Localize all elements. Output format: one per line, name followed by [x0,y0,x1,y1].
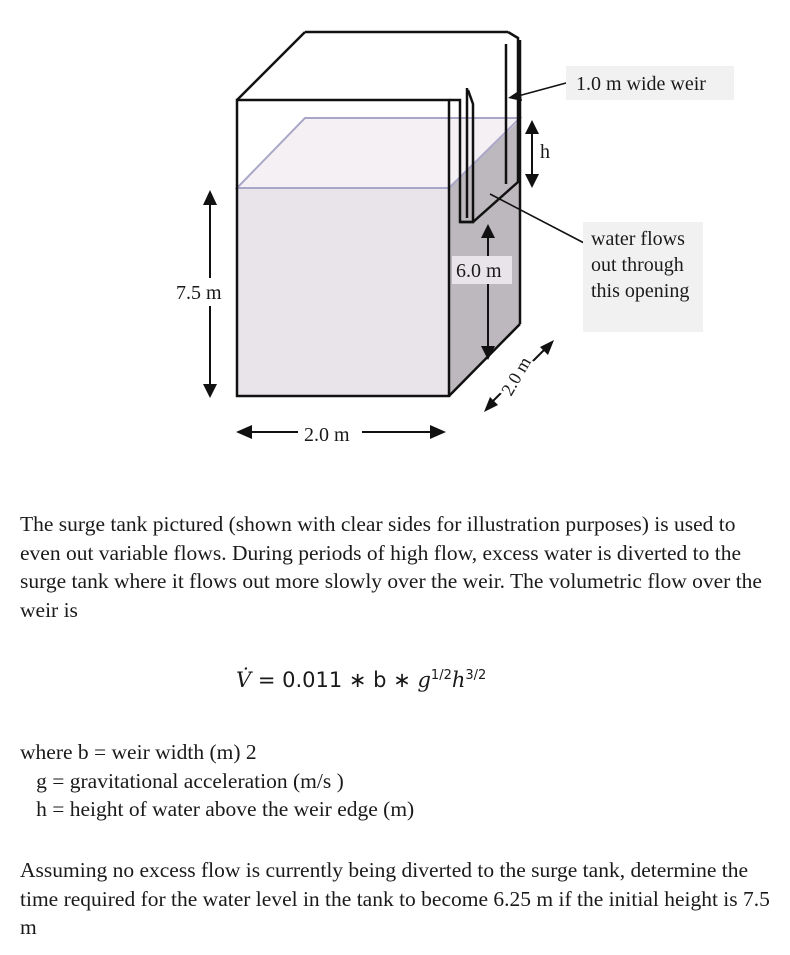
equation-rhs: = 0.011 ∗ b ∗ [251,668,418,692]
weir-callout: 1.0 m wide weir [566,66,734,100]
tank-height-label: 7.5 m [176,282,222,304]
equation-h: h [451,668,466,692]
problem-question: Assuming no excess flow is currently being diverted to the surge tank, determine the time required for the water level in the tank to become 6.25 m if the initial height is 7.5 m [20,858,770,939]
flow-callout-line: out through [591,254,684,276]
equation-g-exponent: 1/2 [430,668,452,683]
head-dimension [525,120,539,188]
equation-h-exponent: 3/2 [465,668,487,683]
definition-line: g = gravitational acceleration (m/s ) [20,768,344,793]
problem-intro: The surge tank pictured (shown with clear sides for illustration purposes) is used to even out variable flows. During periods of high flow, excess water is diverted to the surge tank where it flows out more slowly over the weir. The volumetric flow over the weir is [20,512,762,622]
definition-line: h = height of water above the weir edge (m) [20,797,415,821]
water-front-face [237,188,449,396]
flow-callout-line: this opening [591,280,690,302]
definition-line: where b = weir width (m) 2 [20,740,257,764]
head-label: h [540,141,550,163]
flow-callout-line: water flows [591,228,685,250]
weir-flow-equation [236,668,486,692]
equation-lhs: V̇ [236,668,252,692]
variable-definitions [20,738,414,824]
equation-g: g [417,668,431,692]
flow-callout [583,222,703,332]
weir-height-label: 6.0 m [456,260,502,282]
weir-leader [508,83,566,101]
tank-width-label: 2.0 m [304,424,350,446]
tank-depth-label: 2.0 m [497,353,536,399]
